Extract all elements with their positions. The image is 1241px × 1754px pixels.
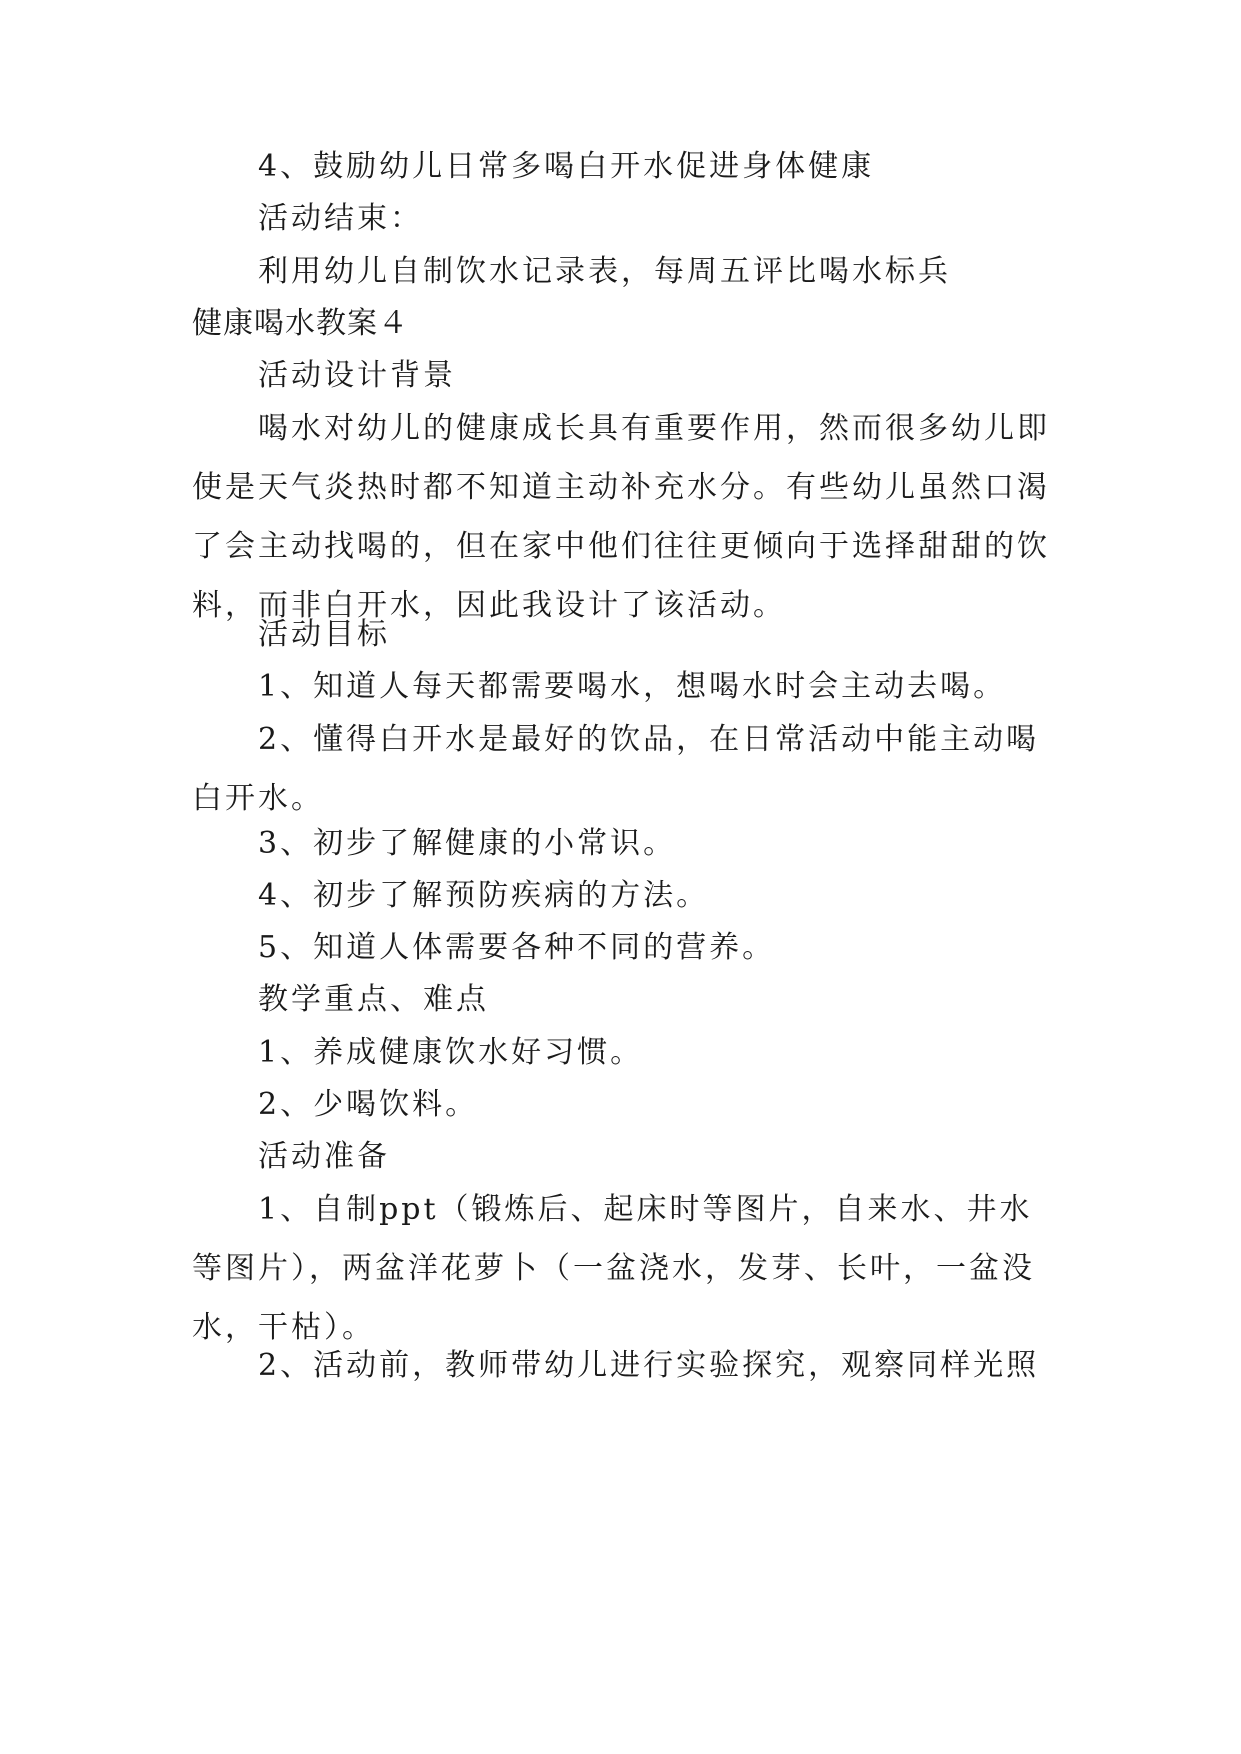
paragraph-preparation-2: 2、活动前，教师带幼儿进行实验探究，观察同样光照: [258, 1348, 1040, 1383]
paragraph-activity-end-heading: 活动结束：: [258, 201, 423, 236]
paragraph-objective-1: 1、知道人每天都需要喝水，想喝水时会主动去喝。: [258, 669, 1007, 704]
paragraph-preparation-1: 1、自制ppt（锻炼后、起床时等图片，自来水、井水等图片），两盆洋花萝卜（一盆浇水，发芽、长叶，一盆没水，干枯）。: [192, 1192, 1035, 1345]
paragraph-background-heading: 活动设计背景: [258, 358, 456, 393]
paragraph-objective-3: 3、初步了解健康的小常识。: [258, 826, 677, 861]
paragraph-goal-4: 4、鼓励幼儿日常多喝白开水促进身体健康: [258, 149, 875, 184]
section-title: 健康喝水教案４: [192, 306, 409, 341]
paragraph-key-point-1: 1、养成健康饮水好习惯。: [258, 1035, 644, 1070]
paragraph-preparation-heading: 活动准备: [258, 1139, 390, 1174]
paragraph-activity-end: 利用幼儿自制饮水记录表，每周五评比喝水标兵: [258, 254, 951, 289]
paragraph-objective-2: 2、懂得白开水是最好的饮品，在日常活动中能主动喝白开水。: [192, 722, 1040, 816]
paragraph-background: 喝水对幼儿的健康成长具有重要作用，然而很多幼儿即使是天气炎热时都不知道主动补充水分。有些幼儿虽然口渴了会主动找喝的，但在家中他们往往更倾向于选择甜甜的饮料，而非白开水，因此我设计了该活动。: [192, 411, 1050, 623]
paragraph-objective-4: 4、初步了解预防疾病的方法。: [258, 878, 710, 913]
paragraph-objectives-heading: 活动目标: [258, 617, 390, 652]
paragraph-key-points-heading: 教学重点、难点: [258, 982, 489, 1017]
paragraph-key-point-2: 2、少喝饮料。: [258, 1087, 479, 1122]
paragraph-objective-5: 5、知道人体需要各种不同的营养。: [258, 930, 776, 965]
